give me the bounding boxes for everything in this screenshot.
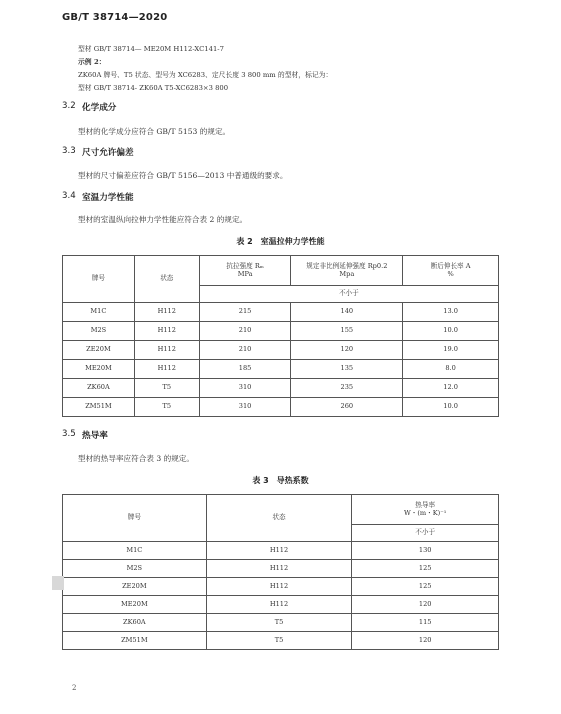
table-3-cell: T5 (206, 614, 352, 632)
table-2 (62, 255, 499, 417)
table-2-cell: ZE20M (63, 341, 135, 360)
table-3-row (63, 560, 499, 578)
table-2-cell: ZM51M (63, 398, 135, 417)
table-3-cell: ZM51M (63, 632, 207, 650)
table-3-cell: H112 (206, 596, 352, 614)
table-2-cell: 260 (291, 398, 403, 417)
table-3-row (63, 614, 499, 632)
table-3-cell: 125 (352, 560, 499, 578)
table-2-cell: 310 (199, 379, 291, 398)
section-3-2-title: 化学成分 (82, 103, 117, 113)
table-3-row (63, 542, 499, 560)
table-2-cell: 235 (291, 379, 403, 398)
table-3-cell: H112 (206, 560, 352, 578)
table-2-row (63, 341, 499, 360)
section-3-4-title: 室温力学性能 (82, 193, 134, 203)
table-2-cell: ZK60A (63, 379, 135, 398)
table-2-header-state: 状态 (134, 256, 199, 303)
table-2-row (63, 322, 499, 341)
table-2-cell: 10.0 (403, 322, 499, 341)
table-2-header-yield: 规定非比例延伸强度 Rp0.2 Mpa (291, 256, 403, 286)
table-2-row (63, 303, 499, 322)
table-2-cell: H112 (134, 341, 199, 360)
table-2-header-minimum: 不小于 (199, 286, 498, 303)
section-3-3-number: 3.3 (62, 146, 76, 156)
example-line-1: 型材 GB/T 38714— ME20M H112-XC141-7 (78, 45, 224, 53)
table-3-cell: T5 (206, 632, 352, 650)
table-2-header-tensile: 抗拉强度 Rₘ MPa (199, 256, 291, 286)
table-3-header-state: 状态 (206, 495, 352, 542)
table-2-cell: T5 (134, 398, 199, 417)
table-2-cell: M1C (63, 303, 135, 322)
table-3-header-minimum: 不小于 (352, 525, 499, 542)
table-2-row (63, 360, 499, 379)
table-3-header-conductivity: 热导率 W・(m・K)⁻¹ (352, 495, 499, 525)
table-2-row (63, 398, 499, 417)
section-3-2-number: 3.2 (62, 101, 76, 111)
table-3-cell: ZE20M (63, 578, 207, 596)
table-2-cell: H112 (134, 322, 199, 341)
table-3-cell: 130 (352, 542, 499, 560)
page-margin-marker (52, 576, 64, 590)
table-2-cell: 155 (291, 322, 403, 341)
table-2-header-grade: 牌号 (63, 256, 135, 303)
section-3-5-number: 3.5 (62, 429, 76, 439)
table-3-row (63, 596, 499, 614)
table-2-cell: 185 (199, 360, 291, 379)
table-2-cell: 10.0 (403, 398, 499, 417)
example-label: 示例 2： (78, 58, 106, 66)
table-3-header-grade: 牌号 (63, 495, 207, 542)
table-2-cell: ME20M (63, 360, 135, 379)
table-3-cell: ME20M (63, 596, 207, 614)
section-3-2-text: 型材的化学成分应符合 GB/T 5153 的规定。 (78, 127, 231, 136)
table-2-cell: 8.0 (403, 360, 499, 379)
example-line-3: ZK60A 牌号、T5 状态、型号为 XC6283、定尺长度 3 800 mm 的型材，标记为： (78, 71, 333, 79)
table-3-cell: H112 (206, 578, 352, 596)
table-2-cell: H112 (134, 360, 199, 379)
table-3 (62, 494, 499, 650)
table-2-header-elongation: 断后伸长率 A % (403, 256, 499, 286)
section-3-5-text: 型材的热导率应符合表 3 的规定。 (78, 454, 194, 463)
table-3-row (63, 632, 499, 650)
table-3-cell: 125 (352, 578, 499, 596)
table-3-row (63, 578, 499, 596)
table-2-cell: 215 (199, 303, 291, 322)
example-line-4: 型材 GB/T 38714- ZK60A T5-XC6283×3 800 (78, 84, 229, 92)
table-2-cell: 12.0 (403, 379, 499, 398)
table-2-cell: 13.0 (403, 303, 499, 322)
section-3-4-text: 型材的室温纵向拉伸力学性能应符合表 2 的规定。 (78, 215, 248, 224)
table-2-cell: T5 (134, 379, 199, 398)
table-2-cell: 310 (199, 398, 291, 417)
table-3-cell: M1C (63, 542, 207, 560)
table-3-caption: 表 3 导热系数 (252, 476, 309, 485)
table-2-cell: 19.0 (403, 341, 499, 360)
standard-header: GB/T 38714—2020 (62, 12, 168, 23)
table-3-cell: ZK60A (63, 614, 207, 632)
table-3-cell: 120 (352, 596, 499, 614)
table-2-cell: M2S (63, 322, 135, 341)
table-2-cell: 120 (291, 341, 403, 360)
table-2-cell: 140 (291, 303, 403, 322)
table-2-cell: 135 (291, 360, 403, 379)
section-3-4-number: 3.4 (62, 191, 76, 201)
table-3-cell: H112 (206, 542, 352, 560)
page-number: 2 (72, 684, 77, 692)
table-2-caption: 表 2 室温拉伸力学性能 (236, 237, 325, 246)
section-3-3-title: 尺寸允许偏差 (82, 148, 134, 158)
table-2-cell: H112 (134, 303, 199, 322)
table-3-cell: 120 (352, 632, 499, 650)
section-3-3-text: 型材的尺寸偏差应符合 GB/T 5156—2013 中普通级的要求。 (78, 171, 288, 180)
table-2-row (63, 379, 499, 398)
section-3-5-title: 热导率 (82, 431, 108, 441)
table-3-cell: M2S (63, 560, 207, 578)
table-2-cell: 210 (199, 322, 291, 341)
table-2-cell: 210 (199, 341, 291, 360)
table-3-cell: 115 (352, 614, 499, 632)
